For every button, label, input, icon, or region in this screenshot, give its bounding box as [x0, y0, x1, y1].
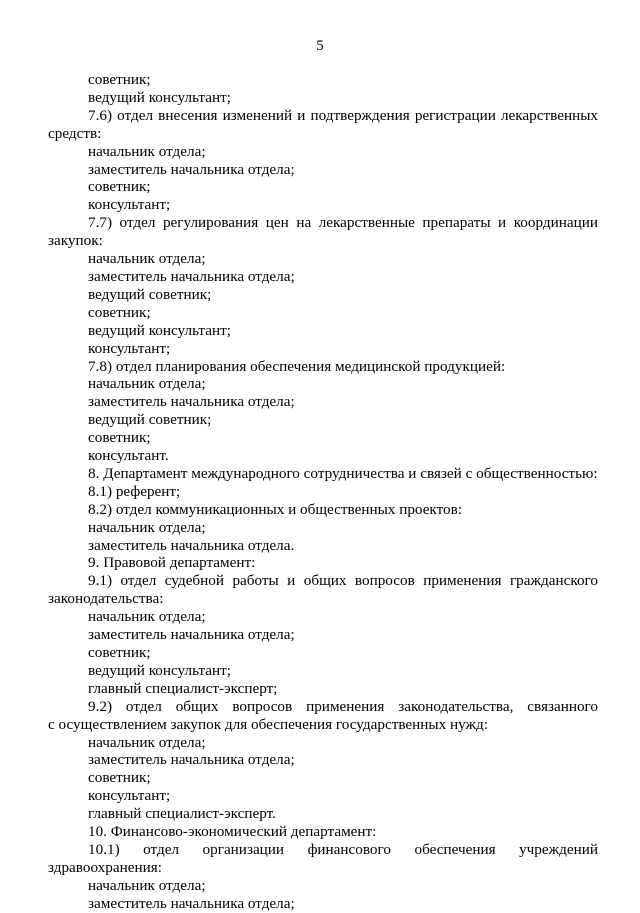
document-line: главный специалист-эксперт.: [88, 805, 276, 823]
document-line: начальник отдела;: [88, 733, 206, 751]
document-line: консультант.: [88, 447, 169, 465]
document-line: начальник отдела;: [88, 608, 206, 626]
document-line: ведущий советник;: [88, 411, 212, 429]
document-line: средств:: [48, 124, 102, 142]
document-line: главный специалист-эксперт;: [88, 679, 278, 697]
page-number: 5: [316, 38, 324, 54]
document-line: ведущий консультант;: [88, 88, 231, 106]
document-line: 8. Департамент международного сотрудничества и связей с общественностью:: [88, 464, 598, 482]
document-line: заместитель начальника отдела;: [88, 160, 295, 178]
document-line: ведущий консультант;: [88, 321, 231, 339]
document-line: 7.7) отдел регулирования цен на лекарственные препараты и координации: [88, 214, 598, 232]
document-line: заместитель начальника отдела;: [88, 626, 295, 644]
document-line: 9.2) отдел общих вопросов применения законодательства, связанного: [88, 697, 598, 715]
document-line: советник;: [88, 178, 151, 196]
document-line: 10.1) отдел организации финансового обеспечения учреждений: [88, 840, 598, 858]
document-line: советник;: [88, 303, 151, 321]
document-line: заместитель начальника отдела;: [88, 393, 295, 411]
document-line: 9.1) отдел судебной работы и общих вопросов применения гражданского: [88, 572, 598, 590]
document-line: ведущий консультант;: [88, 661, 231, 679]
document-line: начальник отдела;: [88, 876, 206, 894]
document-line: начальник отдела;: [88, 375, 206, 393]
document-line: начальник отдела;: [88, 142, 206, 160]
document-line: 8.1) референт;: [88, 482, 181, 500]
document-line: с осуществлением закупок для обеспечения государственных нужд:: [48, 715, 488, 733]
document-line: 8.2) отдел коммуникационных и общественных проектов:: [88, 500, 463, 518]
document-line: закупок:: [48, 232, 103, 250]
document-line: 7.8) отдел планирования обеспечения медицинской продукцией:: [88, 357, 506, 375]
document-line: советник;: [88, 429, 151, 447]
document-line: советник;: [88, 71, 151, 88]
document-line: консультант;: [88, 339, 171, 357]
document-line: 9. Правовой департамент:: [88, 554, 256, 572]
document-line: консультант;: [88, 787, 171, 805]
document-line: заместитель начальника отдела;: [88, 894, 295, 912]
document-line: заместитель начальника отдела.: [88, 536, 295, 554]
document-line: консультант;: [88, 196, 171, 214]
document-line: начальник отдела;: [88, 250, 206, 268]
document-line: ведущий советник;: [88, 285, 212, 303]
document-body: [48, 71, 598, 913]
document-line: 10. Финансово-экономический департамент:: [88, 823, 377, 841]
document-line: заместитель начальника отдела;: [88, 267, 295, 285]
document-line: заместитель начальника отдела;: [88, 751, 295, 769]
document-line: начальник отдела;: [88, 518, 206, 536]
document-line: здравоохранения:: [48, 858, 162, 876]
document-line: советник;: [88, 644, 151, 661]
document-line: законодательства:: [48, 590, 164, 608]
document-line: советник;: [88, 769, 151, 787]
document-line: 7.6) отдел внесения изменений и подтверждения регистрации лекарственных: [88, 106, 598, 124]
